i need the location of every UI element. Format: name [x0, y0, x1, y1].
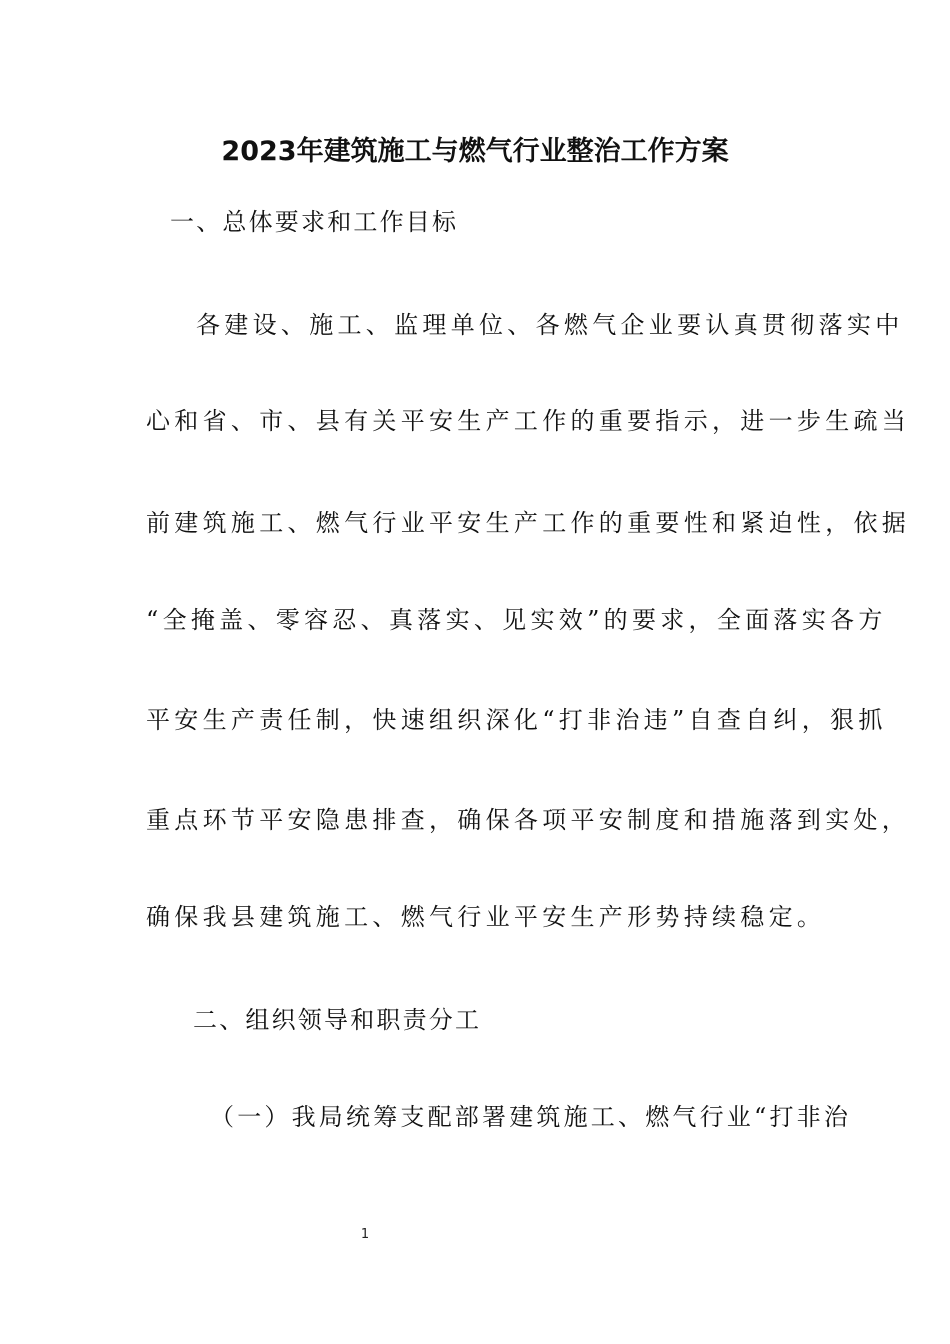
- paragraph-line: （一）我局统筹支配部署建筑施工、燃气行业“打非治: [210, 1103, 852, 1131]
- section-heading: 一、总体要求和工作目标: [170, 208, 459, 236]
- document-title: 2023年建筑施工与燃气行业整治工作方案: [221, 136, 729, 167]
- section-heading: 二、组织领导和职责分工: [193, 1006, 482, 1034]
- paragraph-line: 确保我县建筑施工、燃气行业平安生产形势持续稳定。: [146, 903, 826, 931]
- paragraph-line: “全掩盖、零容忍、真落实、见实效”的要求，全面落实各方: [146, 606, 887, 634]
- paragraph-line: 前建筑施工、燃气行业平安生产工作的重要性和紧迫性，依据: [146, 509, 911, 537]
- page-number: 1: [360, 1227, 370, 1242]
- paragraph-line: 重点环节平安隐患排查，确保各项平安制度和措施落到实处，: [146, 806, 911, 834]
- paragraph-line: 平安生产责任制，快速组织深化“打非治违”自查自纠，狠抓: [146, 706, 887, 734]
- paragraph-line: 各建设、施工、监理单位、各燃气企业要认真贯彻落实中: [196, 311, 904, 339]
- paragraph-line: 心和省、市、县有关平安生产工作的重要指示，进一步生疏当: [146, 407, 911, 435]
